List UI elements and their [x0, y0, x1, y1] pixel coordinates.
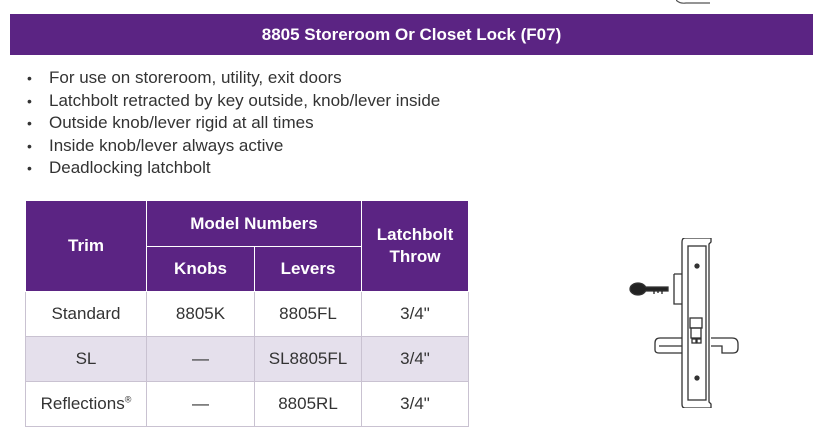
cell-throw: 3/4" — [362, 292, 469, 337]
cell-levers: SL8805FL — [255, 337, 362, 382]
header-knobs: Knobs — [147, 247, 255, 292]
cell-trim: Reflections® — [26, 382, 147, 427]
bullet-icon: • — [27, 137, 32, 154]
header-latchbolt-throw: Latchbolt Throw — [362, 201, 469, 292]
feature-list — [27, 67, 440, 180]
feature-item: • Outside knob/lever rigid at all times — [27, 112, 440, 135]
feature-item: • For use on storeroom, utility, exit doors — [27, 67, 440, 90]
model-numbers-table — [25, 200, 469, 427]
cell-throw: 3/4" — [362, 382, 469, 427]
bullet-icon: • — [27, 92, 32, 109]
cell-knobs: — — [147, 337, 255, 382]
page-top-fragment-decoration — [676, 0, 710, 4]
mortise-lock-with-key-icon — [628, 238, 743, 408]
table-row — [26, 382, 469, 427]
bullet-icon: • — [27, 70, 32, 86]
header-levers: Levers — [255, 247, 362, 292]
table-row — [26, 292, 469, 337]
cell-knobs: 8805K — [147, 292, 255, 337]
cell-levers: 8805FL — [255, 292, 362, 337]
bullet-icon: • — [27, 115, 32, 131]
title-bar — [10, 14, 813, 55]
feature-item: • Inside knob/lever always active — [27, 135, 440, 158]
cell-trim: SL — [26, 337, 147, 382]
header-model-numbers: Model Numbers — [147, 201, 362, 247]
bullet-icon: • — [27, 160, 32, 176]
header-trim: Trim — [26, 201, 147, 292]
page-title: 8805 Storeroom Or Closet Lock (F07) — [261, 24, 562, 44]
cell-levers: 8805RL — [255, 382, 362, 427]
feature-item: • Deadlocking latchbolt — [27, 157, 440, 180]
feature-item: • Latchbolt retracted by key outside, knob/lever inside — [27, 90, 440, 113]
cell-trim: Standard — [26, 292, 147, 337]
table-row — [26, 337, 469, 382]
cell-knobs: — — [147, 382, 255, 427]
cell-throw: 3/4" — [362, 337, 469, 382]
